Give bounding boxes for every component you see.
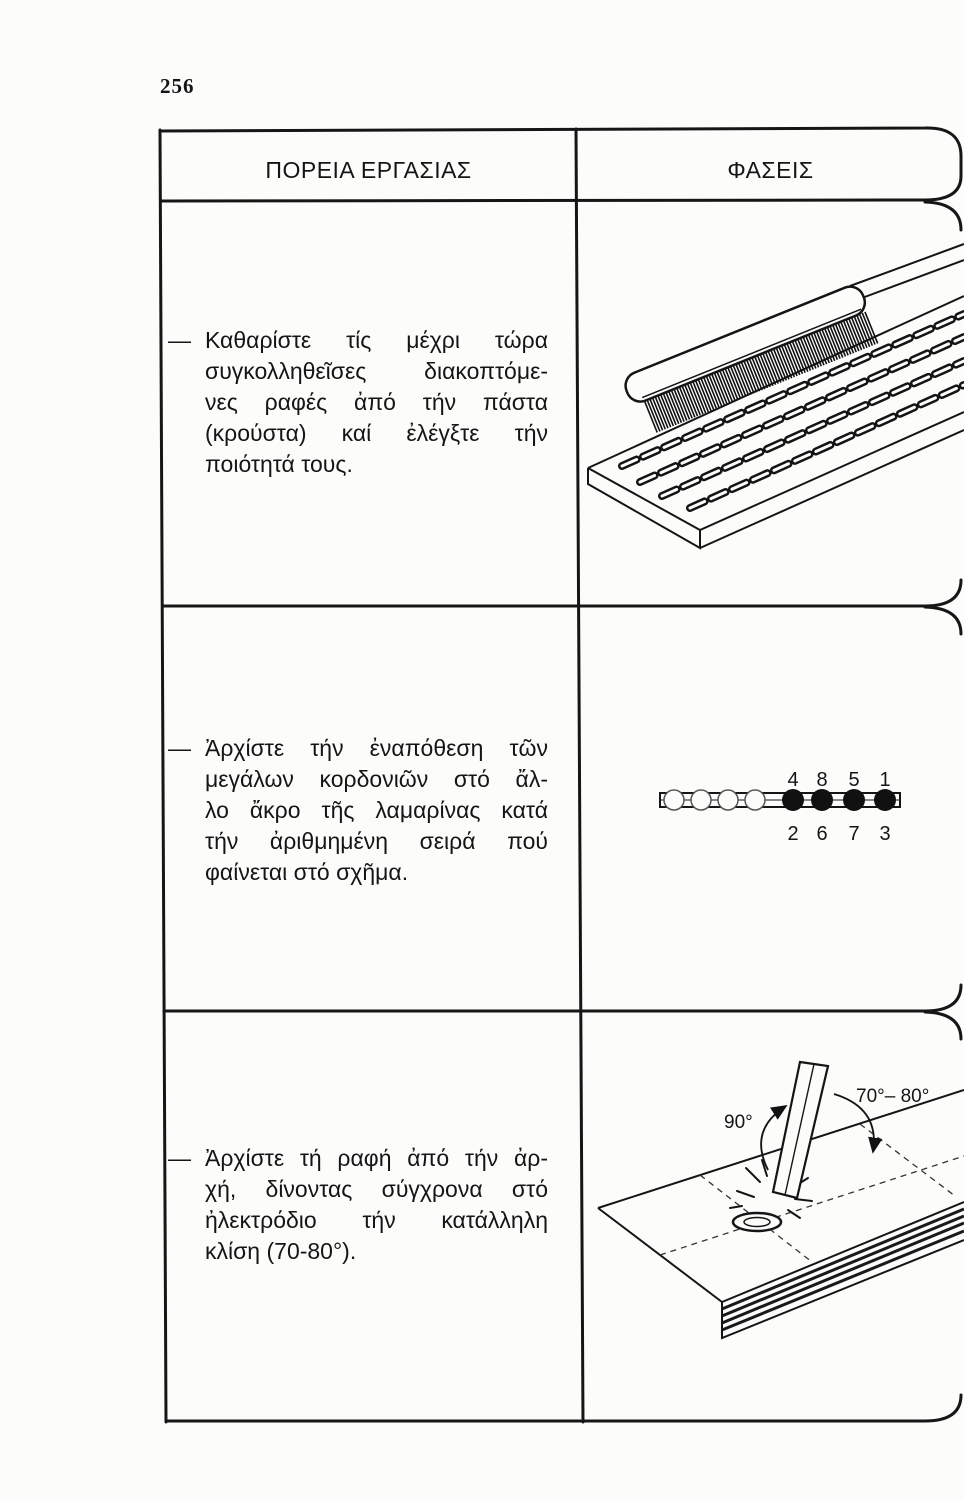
shading-line [722,1223,964,1323]
previous-bead [691,790,711,810]
shading-line [722,1231,964,1330]
spark [788,1210,800,1218]
previous-bead [718,790,738,810]
electrode-rod [773,1062,828,1198]
row1-bottom-right-corner [925,580,961,606]
wire-brush-figure [588,244,964,548]
sequence-number: 6 [816,823,828,845]
bead-sequence-figure [660,769,900,845]
table-top-border [160,128,961,156]
previous-bead [664,790,684,810]
sequence-number: 2 [787,823,799,845]
row2-instruction [205,733,548,888]
text-line: συγκολληθεῖσες διακοπτόμε- [205,358,548,384]
sequence-numbers-top [787,769,890,791]
row3-bullet: — [168,1145,191,1171]
page-number: 256 [160,74,195,98]
handle-line [862,260,964,298]
large-bead [811,789,833,811]
brush-handle-extension [850,244,964,298]
large-bead [843,789,865,811]
table-left-border [160,130,166,1422]
text-line: νες ραφές ἀπό τήν πάστα [205,389,548,415]
electrode-angle-figure [598,1062,964,1338]
text-line: (κρούστα) καί ἐλέγξτε τήν [205,420,548,446]
column-header-phases: ΦΑΣΕΙΣ [727,157,814,183]
weld-puddle-outer [733,1213,781,1231]
sequence-number: 3 [879,823,891,845]
row2-bottom-right-corner [925,985,961,1011]
text-line: τήν ἀριθμημένη σειρά πού [205,828,548,854]
row3-top-right-corner [925,1012,961,1039]
text-line: χή, δίνοντας σύγχρονα στό [205,1176,548,1202]
handle-line [850,244,964,286]
large-bead [874,789,896,811]
row2-bullet: — [168,735,191,761]
text-line: κλίση (70-80°). [205,1238,357,1264]
previous-bead [745,790,765,810]
text-line: ἠλεκτρόδιο τήν κατάλληλη [205,1207,548,1233]
spark [746,1168,760,1182]
sequence-number: 7 [848,823,860,845]
text-line: Ἀρχίστε τή ραφή ἀπό τήν ἀρ- [205,1145,548,1171]
spark [737,1191,754,1197]
spark [795,1199,812,1201]
text-line: μεγάλων κορδονιῶν στό ἄλ- [205,766,548,792]
text-line: Καθαρίστε τίς μέχρι τώρα [205,327,548,353]
column-divider [576,129,583,1422]
row3-instruction [205,1143,548,1267]
text-line: λο ἄκρο τῆς λαμαρίνας κατά [205,797,548,823]
text-line: Ἀρχίστε τήν ἐναπόθεση τῶν [205,735,548,761]
wire-brush [621,282,875,421]
weld-puddle [733,1213,781,1231]
sequence-number: 4 [787,769,799,791]
grid-line [660,1156,964,1255]
angle-label-left: 90° [724,1112,753,1133]
plate-front-thickness [722,1240,964,1338]
table-bottom-border [166,1395,961,1421]
sequence-number: 1 [879,769,891,791]
angle-label-right: 70°– 80° [856,1086,930,1107]
text-line: φαίνεται στό σχῆμα. [205,859,409,885]
sequence-number: 8 [816,769,828,791]
sequence-numbers-bottom [787,823,890,845]
column-header-procedure: ΠΟΡΕΙΑ ΕΡΓΑΣΙΑΣ [265,157,472,183]
row1-bullet: — [168,327,191,353]
large-bead [782,789,804,811]
work-plate [598,1090,964,1338]
spark [730,1206,742,1208]
sequence-number: 5 [848,769,860,791]
electrode [773,1062,828,1198]
text-line: ποιότητά τους. [205,451,353,477]
row2-top-right-corner [925,607,961,634]
row1-top-right-corner [925,202,961,230]
row1-instruction [205,325,548,480]
